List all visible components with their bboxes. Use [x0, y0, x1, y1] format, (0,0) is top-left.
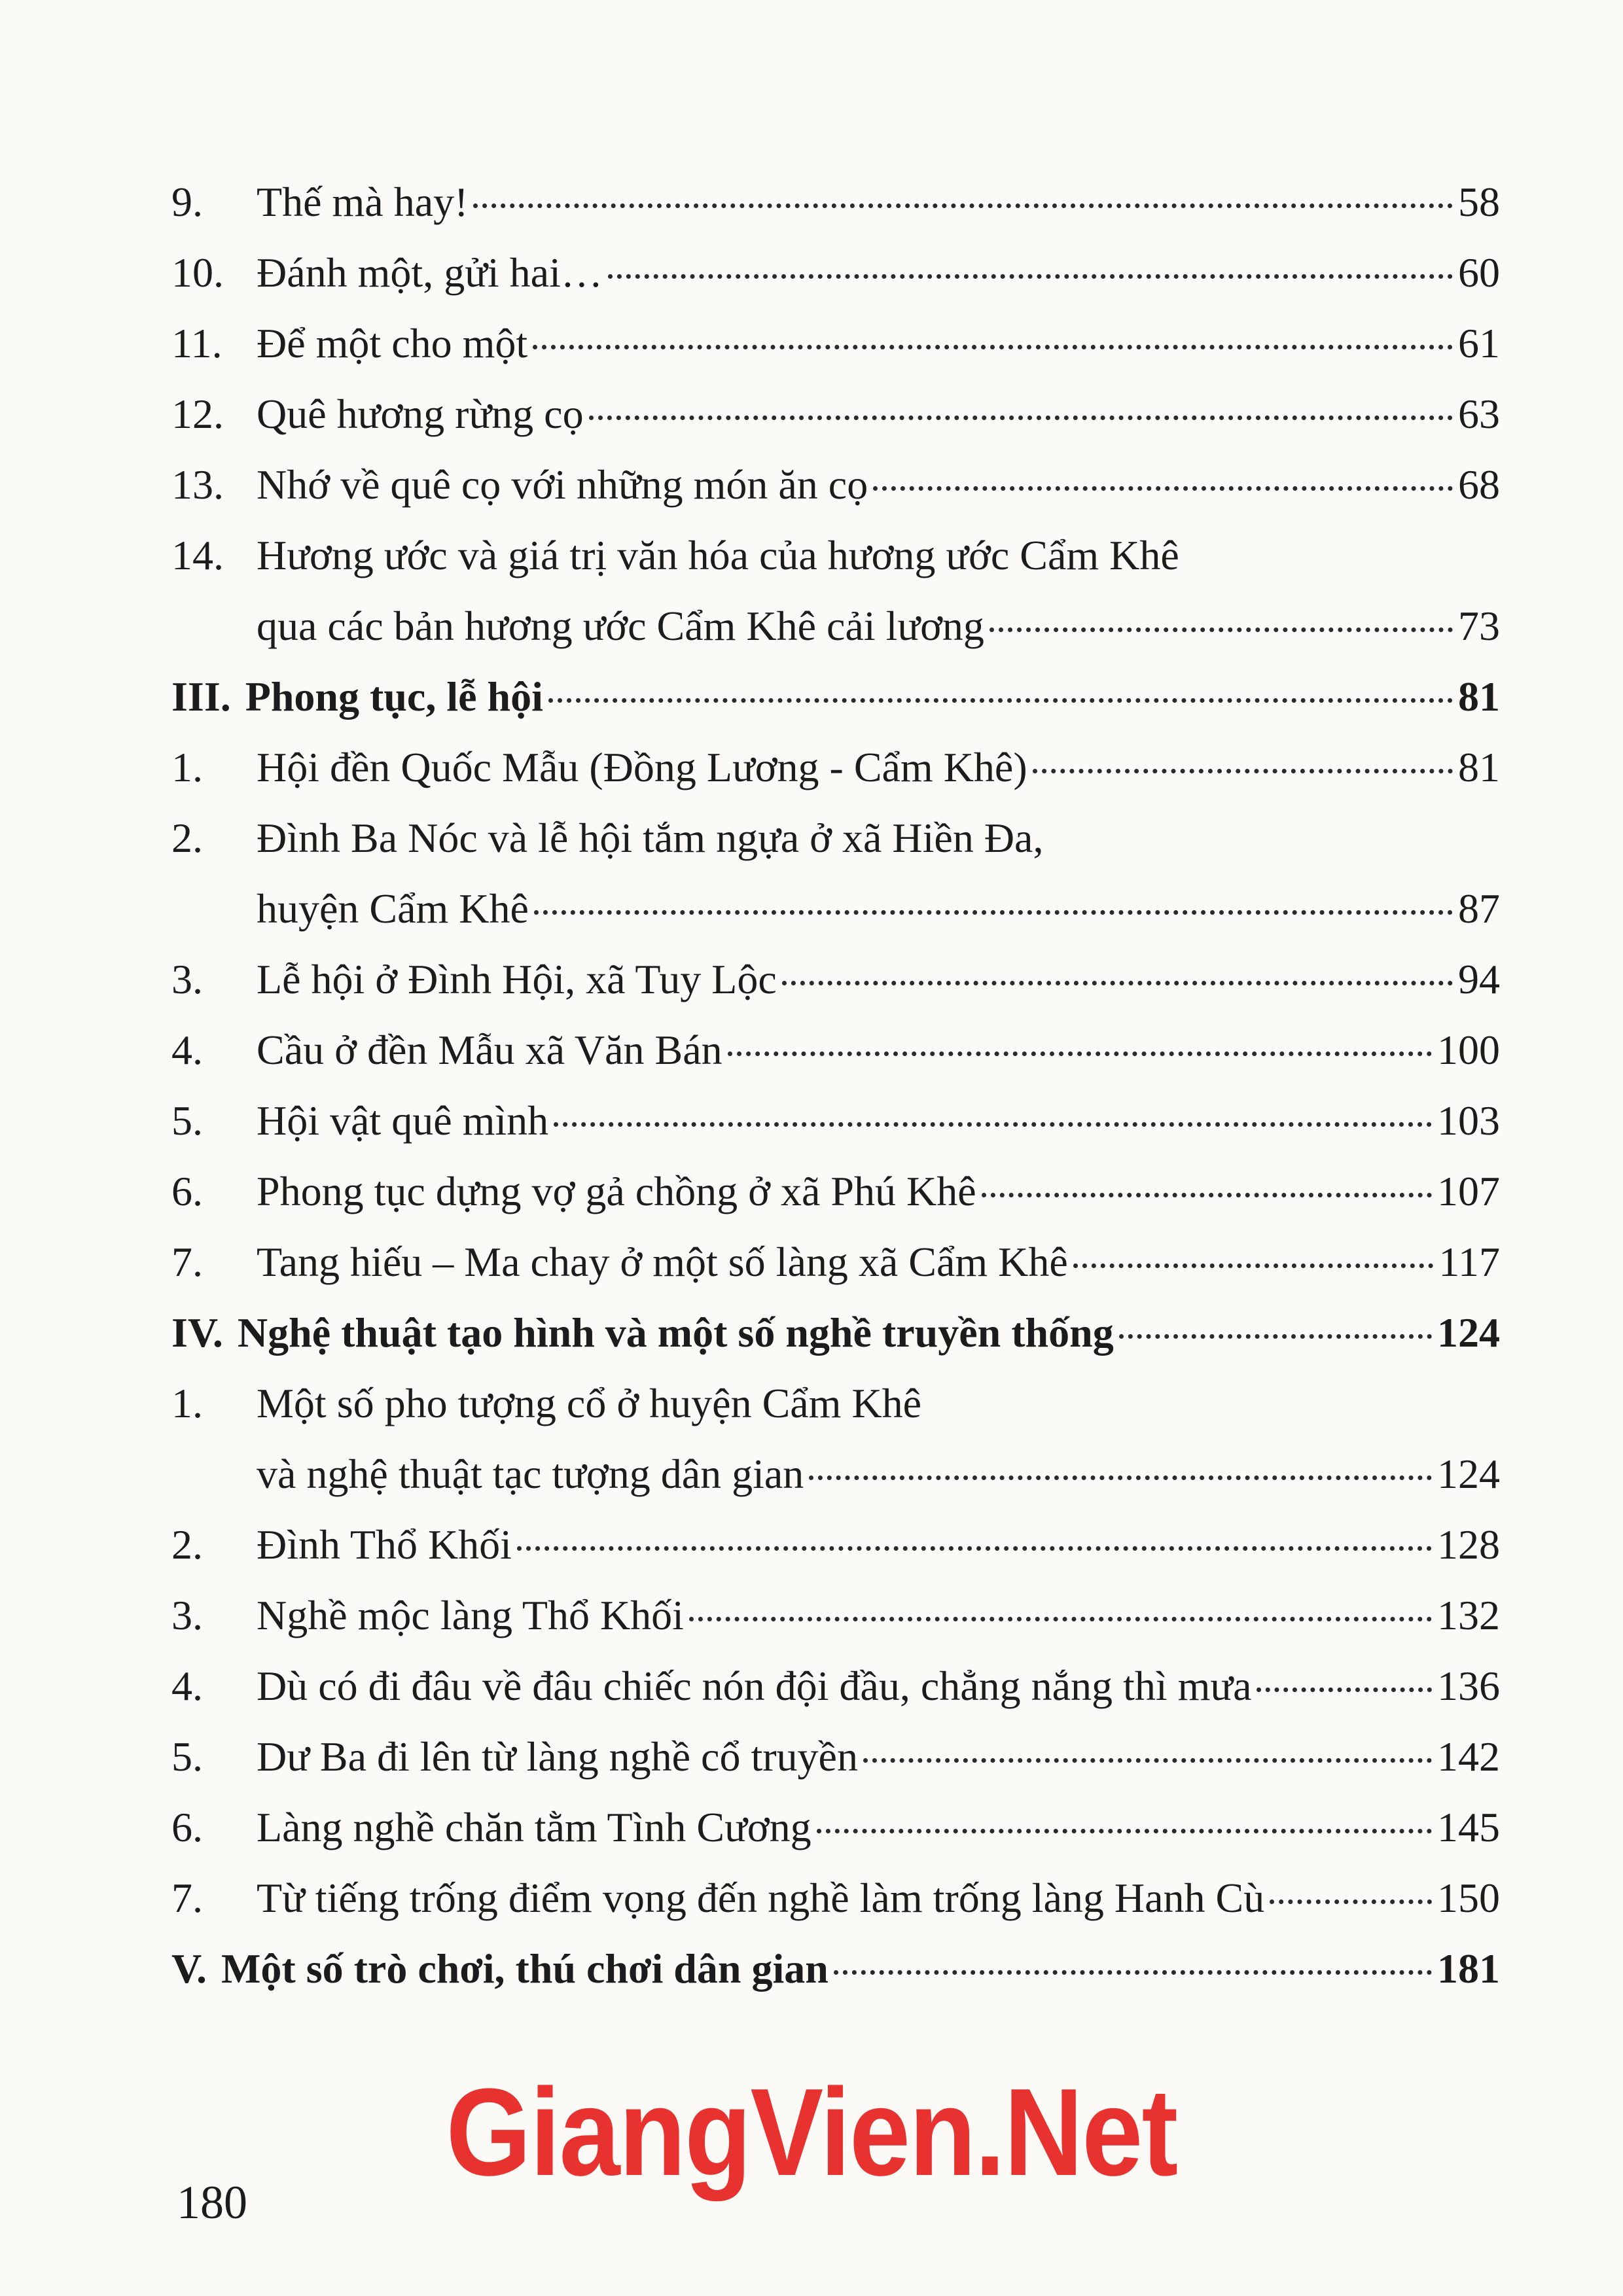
toc-entry[interactable] [171, 308, 1500, 379]
toc-entry-number: 12. [171, 391, 224, 437]
toc-entry-title: Phong tục dựng vợ gả chồng ở xã Phú Khê [257, 1168, 976, 1214]
toc-entry-title: Quê hương rừng cọ [257, 391, 584, 437]
dot-leader [1073, 1263, 1434, 1268]
toc-entry-page: 117 [1438, 1239, 1500, 1285]
toc-entry[interactable] [171, 1015, 1500, 1086]
toc-entry-number: 5. [171, 1097, 203, 1144]
toc-entry[interactable] [171, 167, 1500, 238]
toc-section-heading[interactable] [171, 1934, 1500, 2004]
toc-entry-number: 6. [171, 1804, 203, 1850]
toc-entry-title: Dư Ba đi lên từ làng nghề cổ truyền [257, 1733, 858, 1780]
dot-leader [1119, 1334, 1432, 1339]
toc-entry-number: 7. [171, 1239, 203, 1285]
toc-entry-title: Đình Ba Nóc và lễ hội tắm ngựa ở xã Hiền Đa, [257, 815, 1044, 861]
table-of-contents [171, 167, 1500, 2004]
dot-leader [548, 698, 1453, 703]
toc-section-number: III. [171, 673, 231, 720]
toc-entry-page: 128 [1437, 1521, 1500, 1568]
dot-leader [982, 1193, 1432, 1197]
dot-leader [809, 1475, 1432, 1480]
toc-entry-title: Tang hiếu – Ma chay ở một số làng xã Cẩm Khê [257, 1239, 1068, 1285]
toc-entry[interactable] [171, 1863, 1500, 1934]
toc-entry-page: 73 [1458, 603, 1500, 649]
toc-entry-number: 3. [171, 956, 203, 1002]
toc-section-heading[interactable] [171, 662, 1500, 732]
toc-entry[interactable] [171, 520, 1500, 591]
dot-leader [1270, 1899, 1432, 1904]
toc-section-number: IV. [171, 1309, 223, 1356]
toc-entry-title: Cầu ở đền Mẫu xã Văn Bán [257, 1027, 722, 1073]
toc-entry-page: 58 [1458, 179, 1500, 225]
toc-entry[interactable] [171, 1722, 1500, 1792]
toc-entry-page: 124 [1437, 1451, 1500, 1497]
toc-section-page: 81 [1458, 673, 1500, 720]
dot-leader [534, 910, 1453, 915]
dot-leader [873, 486, 1453, 491]
toc-entry-title: huyện Cẩm Khê [257, 885, 529, 932]
toc-entry-title: Thế mà hay! [257, 179, 469, 225]
dot-leader [533, 345, 1453, 349]
toc-entry[interactable] [171, 379, 1500, 450]
toc-entry-title: qua các bản hương ước Cẩm Khê cải lương [257, 603, 984, 649]
toc-entry-number: 10. [171, 249, 224, 296]
dot-leader [608, 274, 1453, 279]
toc-entry-page: 107 [1437, 1168, 1500, 1214]
toc-entry-page: 60 [1458, 249, 1500, 296]
toc-section-title: Phong tục, lễ hội [245, 673, 543, 720]
toc-entry-page: 94 [1458, 956, 1500, 1002]
dot-leader [834, 1970, 1432, 1975]
toc-section-title: Nghệ thuật tạo hình và một số nghề truyền thống [237, 1309, 1114, 1356]
toc-entry-title: Để một cho một [257, 320, 528, 366]
toc-entry-number: 1. [171, 744, 203, 790]
toc-entry-title: Làng nghề chăn tằm Tình Cương [257, 1804, 812, 1850]
toc-entry-page: 100 [1437, 1027, 1500, 1073]
dot-leader [689, 1617, 1432, 1621]
toc-entry-page: 150 [1437, 1875, 1500, 1921]
toc-entry[interactable] [171, 1086, 1500, 1156]
toc-entry-number: 5. [171, 1733, 203, 1780]
toc-entry-number: 14. [171, 532, 224, 578]
toc-entry-title: Đánh một, gửi hai… [257, 249, 603, 296]
watermark-text: GiangVien.Net [446, 2063, 1177, 2202]
toc-entry-title: Từ tiếng trống điểm vọng đến nghề làm trống làng Hanh Cù [257, 1875, 1265, 1921]
toc-entry-continuation[interactable] [171, 591, 1500, 662]
toc-entry-page: 142 [1437, 1733, 1500, 1780]
toc-entry[interactable] [171, 1510, 1500, 1580]
toc-entry-number: 13. [171, 461, 224, 508]
dot-leader [589, 415, 1453, 420]
toc-entry[interactable] [171, 944, 1500, 1015]
toc-entry-number: 11. [171, 320, 223, 366]
toc-entry-title: Một số pho tượng cổ ở huyện Cẩm Khê [257, 1380, 922, 1426]
toc-entry-page: 145 [1437, 1804, 1500, 1850]
toc-entry-title: Hương ước và giá trị văn hóa của hương ước Cẩm Khê [257, 532, 1179, 578]
toc-entry[interactable] [171, 1651, 1500, 1722]
dot-leader [473, 203, 1453, 208]
toc-entry-title: Dù có đi đâu về đâu chiếc nón đội đầu, chẳng nắng thì mưa [257, 1663, 1252, 1709]
toc-section-number: V. [171, 1945, 207, 1992]
toc-entry-page: 63 [1458, 391, 1500, 437]
dot-leader [990, 627, 1453, 632]
toc-entry-page: 87 [1458, 885, 1500, 932]
toc-entry-continuation[interactable] [171, 1439, 1500, 1510]
dot-leader [863, 1758, 1432, 1763]
dot-leader [554, 1122, 1432, 1127]
dot-leader [1257, 1687, 1432, 1692]
toc-entry-continuation[interactable] [171, 874, 1500, 944]
toc-entry-title: Lễ hội ở Đình Hội, xã Tuy Lộc [257, 956, 777, 1002]
toc-entry-number: 1. [171, 1380, 203, 1426]
toc-entry-title: Hội vật quê mình [257, 1097, 549, 1144]
toc-entry-title: Nhớ về quê cọ với những món ăn cọ [257, 461, 868, 508]
toc-entry-number: 4. [171, 1027, 203, 1073]
dot-leader [1033, 769, 1453, 773]
toc-section-title: Một số trò chơi, thú chơi dân gian [221, 1945, 829, 1992]
toc-entry-page: 81 [1458, 744, 1500, 790]
toc-entry[interactable] [171, 1227, 1500, 1298]
toc-entry-number: 3. [171, 1592, 203, 1638]
toc-entry[interactable] [171, 1156, 1500, 1227]
toc-entry-page: 136 [1437, 1663, 1500, 1709]
toc-entry[interactable] [171, 238, 1500, 308]
toc-section-heading[interactable] [171, 1298, 1500, 1368]
toc-entry-page: 61 [1458, 320, 1500, 366]
toc-entry[interactable] [171, 803, 1500, 874]
toc-section-page: 181 [1437, 1945, 1500, 1992]
dot-leader [517, 1546, 1432, 1551]
toc-entry-title: Hội đền Quốc Mẫu (Đồng Lương - Cẩm Khê) [257, 744, 1027, 790]
dot-leader [728, 1051, 1432, 1056]
toc-entry[interactable] [171, 1792, 1500, 1863]
toc-section-page: 124 [1437, 1309, 1500, 1356]
toc-entry-title: Nghề mộc làng Thổ Khối [257, 1592, 684, 1638]
toc-entry-number: 4. [171, 1663, 203, 1709]
toc-entry-number: 7. [171, 1875, 203, 1921]
toc-entry-title: và nghệ thuật tạc tượng dân gian [257, 1451, 804, 1497]
toc-entry-page: 103 [1437, 1097, 1500, 1144]
toc-entry[interactable] [171, 732, 1500, 803]
toc-entry[interactable] [171, 1368, 1500, 1439]
toc-entry-title: Đình Thổ Khối [257, 1521, 512, 1568]
toc-entry-page: 132 [1437, 1592, 1500, 1638]
toc-entry-number: 2. [171, 1521, 203, 1568]
toc-entry-number: 2. [171, 815, 203, 861]
dot-leader [817, 1829, 1432, 1833]
toc-entry[interactable] [171, 1580, 1500, 1651]
toc-entry[interactable] [171, 450, 1500, 520]
toc-entry-number: 9. [171, 179, 203, 225]
toc-entry-number: 6. [171, 1168, 203, 1214]
toc-entry-page: 68 [1458, 461, 1500, 508]
page-number: 180 [177, 2176, 247, 2229]
dot-leader [782, 981, 1453, 985]
